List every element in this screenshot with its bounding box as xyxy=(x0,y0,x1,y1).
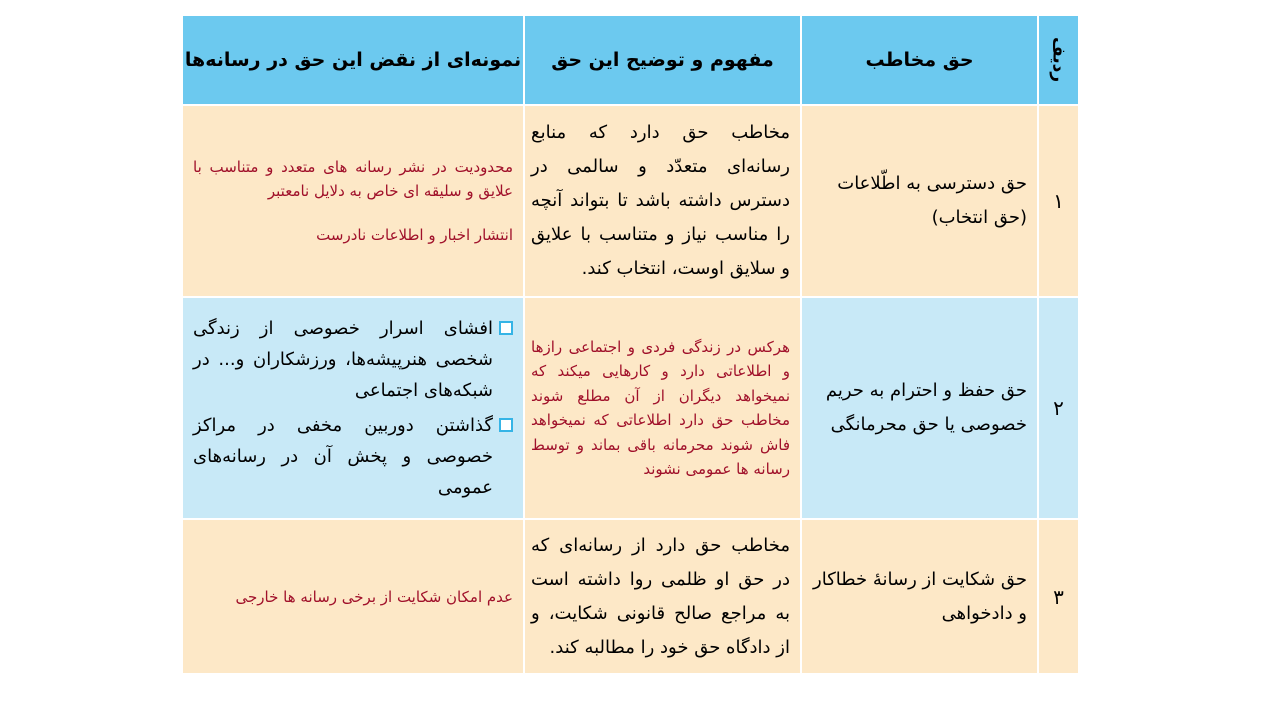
row-2-example-2 xyxy=(193,410,513,503)
row-2-concept xyxy=(523,298,800,520)
row-1-example-2: انتشار اخبار و اطلاعات نادرست xyxy=(316,226,513,244)
row-3-examples xyxy=(181,520,523,675)
row-1-right-text: حق دسترسی به اطّلاعات (حق انتخاب) xyxy=(837,173,1027,228)
row-1-concept xyxy=(523,106,800,298)
row-1-examples xyxy=(181,106,523,298)
row-1-concept-text: مخاطب حق دارد که منابع رسانه‌ای متعدّد و سالمی در دسترس داشته باشد تا بتواند آنچه را مناسب نیاز و متناسب با علایق و سلایق اوست، انتخاب کند. xyxy=(531,122,790,279)
row-2-concept-text: هرکس در زندگی فردی و اجتماعی رازها و اطلاعاتی دارد و کارهایی میکند که نمیخواهد دیگران از آن مطلع شوند مخاطب حق دارد اطلاعاتی که نمیخواهد فاش شوند محرمانه باقی بماند و توسط رسانه ها عمومی نشوند xyxy=(531,337,790,478)
header-row-number-label: ردیف xyxy=(1048,37,1069,83)
checkbox-icon xyxy=(499,321,513,335)
row-3-right-text: حق شکایت از رسانۀ خطاکار و دادخواهی xyxy=(813,568,1027,624)
row-2-example-1 xyxy=(193,313,513,406)
row-2-example-1-text: افشای اسرار خصوصی از زندگی شخصی هنرپیشه‌ها، ورزشکاران و... در شبکه‌های اجتماعی xyxy=(193,318,493,401)
header-concept-label: مفهوم و توضیح این حق xyxy=(551,49,774,71)
row-3-concept-text: مخاطب حق دارد از رسانه‌ای که در حق او ظلمی روا داشته است به مراجع صالح قانونی شکایت، و از دادگاه حق خود را مطالبه کند. xyxy=(531,534,790,658)
rights-table xyxy=(181,16,1078,675)
row-2-right-text: حق حفظ و احترام به حریم خصوصی یا حق محرمانگی xyxy=(825,380,1027,435)
row-3-right xyxy=(800,520,1037,675)
row-1-right xyxy=(800,106,1037,298)
header-example xyxy=(181,16,523,106)
header-audience-right-label: حق مخاطب xyxy=(865,49,974,71)
checkbox-icon xyxy=(499,418,513,432)
row-1-example-1: محدودیت در نشر رسانه های متعدد و متناسب با علایق و سلیقه ای خاص به دلایل نامعتبر xyxy=(193,158,513,200)
row-2-examples xyxy=(181,298,523,520)
row-2-example-2-text: گذاشتن دوربین مخفی در مراکز خصوصی و پخش آن در رسانه‌های عمومی xyxy=(193,415,493,498)
row-1-number: ۱ xyxy=(1037,106,1078,298)
row-2-number: ۲ xyxy=(1037,298,1078,520)
header-concept xyxy=(523,16,800,106)
header-audience-right xyxy=(800,16,1037,106)
header-example-label: نمونه‌ای از نقض این حق در رسانه‌ها xyxy=(184,49,522,71)
row-2-right xyxy=(800,298,1037,520)
row-3-number: ۳ xyxy=(1037,520,1078,675)
row-3-concept xyxy=(523,520,800,675)
row-3-example-1: عدم امکان شکایت از برخی رسانه ها خارجی xyxy=(235,587,513,606)
header-row-number xyxy=(1037,16,1078,106)
